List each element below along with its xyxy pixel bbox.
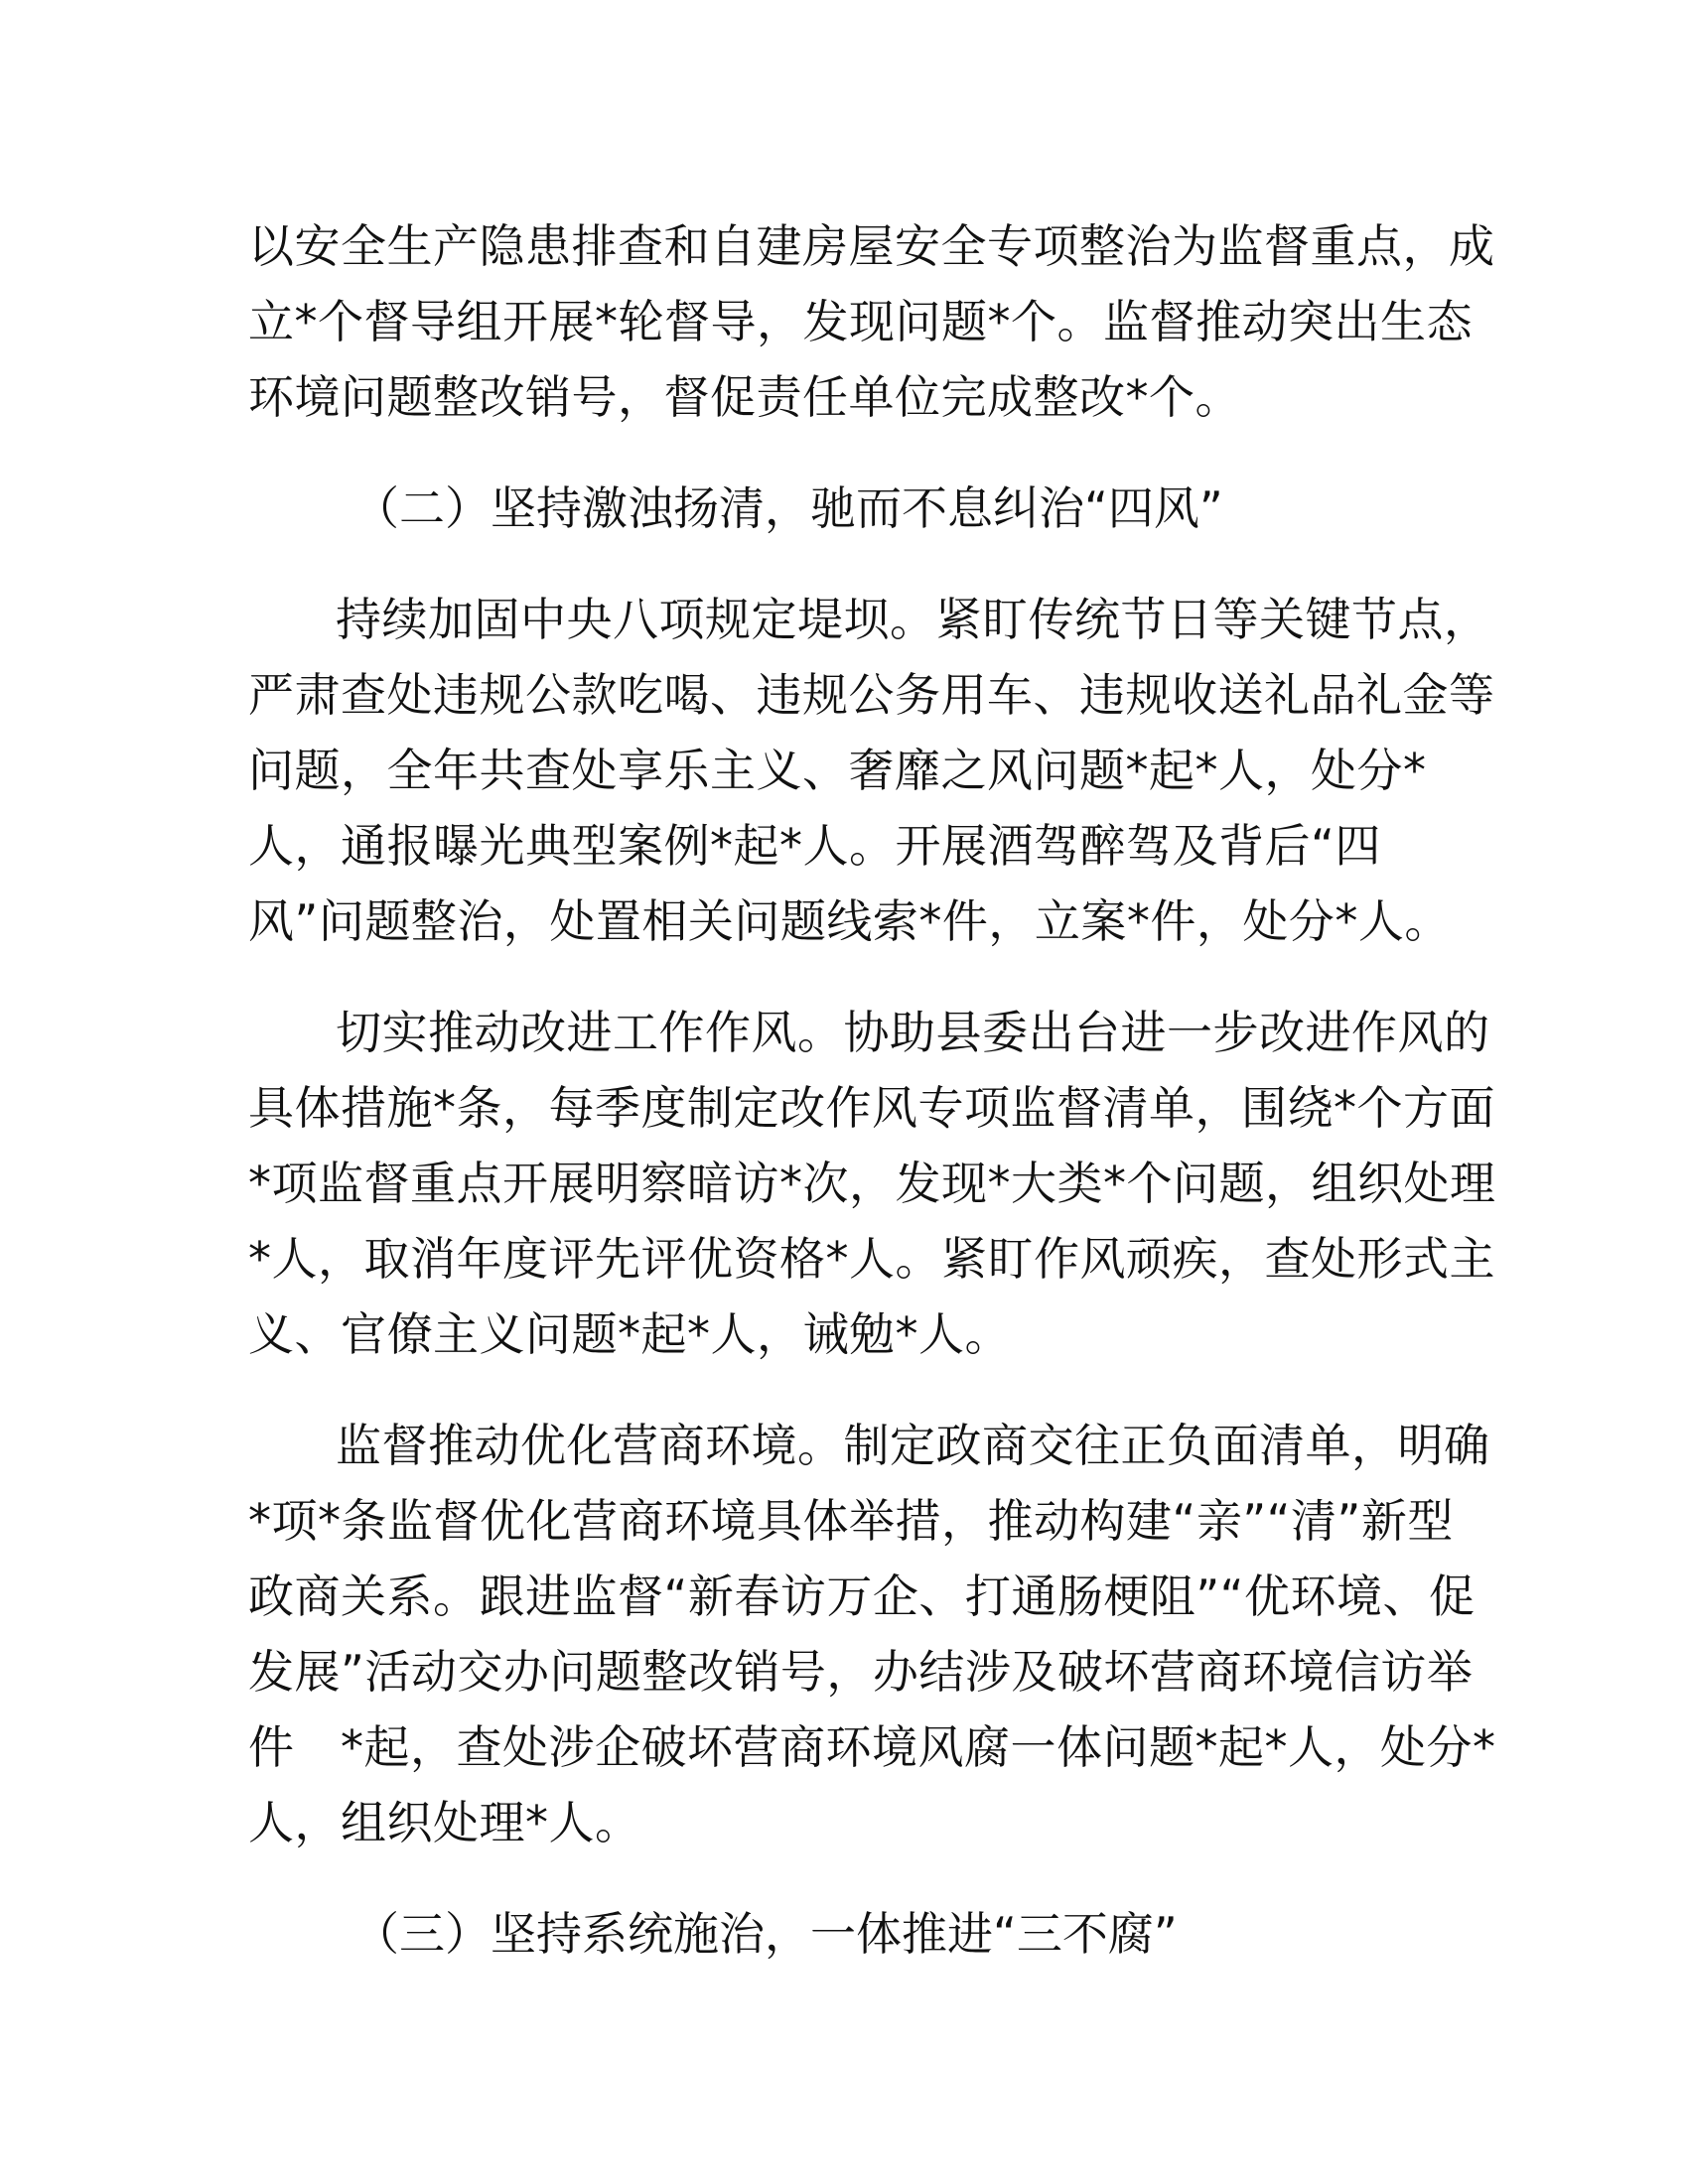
- text-line: 件 *起，查处涉企破坏营商环境风腐一体问题*起*人，处分*: [248, 1720, 1496, 1774]
- text-line: 发展”活动交办问题整改销号，办结涉及破坏营商环境信访举: [248, 1645, 1474, 1699]
- text-line: 政商关系。跟进监督“新春访万企、打通肠梗阻”“优环境、促: [248, 1570, 1476, 1623]
- text-line: *人，取消年度评先评优资格*人。紧盯作风顽疾，查处形式主: [248, 1232, 1495, 1286]
- text-line: 人，通报曝光典型案例*起*人。开展酒驾醉驾及背后“四: [248, 819, 1381, 873]
- section-heading-three: （三）坚持系统施治，一体推进“三不腐”: [353, 1907, 1178, 1961]
- text-line: 义、官僚主义问题*起*人，诫勉*人。: [248, 1307, 1011, 1361]
- text-line: 风”问题整治，处置相关问题线索*件，立案*件，处分*人。: [248, 894, 1451, 948]
- text-line: 人，组织处理*人。: [248, 1796, 641, 1849]
- text-line: 具体措施*条，每季度制定改作风专项监督清单，围绕*个方面: [248, 1081, 1495, 1135]
- text-line: 环境问题整改销号，督促责任单位完成整改*个。: [248, 370, 1241, 424]
- section-heading-two: （二）坚持激浊扬清，驰而不息纠治“四风”: [353, 481, 1223, 535]
- paragraph-work-style: [248, 995, 1496, 1372]
- text-line: 立*个督导组开展*轮督导，发现问题*个。监督推动突出生态: [248, 295, 1473, 348]
- paragraph-eight-rules: [248, 582, 1495, 959]
- text-line: 严肃查处违规公款吃喝、违规公务用车、违规收送礼品礼金等: [248, 668, 1495, 722]
- text-line: 问题，全年共查处享乐主义、奢靡之风问题*起*人，处分*: [248, 744, 1427, 797]
- text-line: 切实推动改进工作作风。协助县委出台进一步改进作风的: [336, 1006, 1490, 1059]
- paragraph-business-environment: [248, 1408, 1496, 1860]
- text-line: 监督推动优化营商环境。制定政商交往正负面清单，明确: [336, 1419, 1490, 1472]
- paragraph-safety-supervision: [248, 208, 1495, 435]
- text-line: *项监督重点开展明察暗访*次，发现*大类*个问题，组织处理: [248, 1157, 1496, 1210]
- text-line: *项*条监督优化营商环境具体举措，推动构建“亲”“清”新型: [248, 1494, 1454, 1548]
- document-body: [248, 208, 1496, 2007]
- text-line: 以安全生产隐患排查和自建房屋安全专项整治为监督重点，成: [248, 219, 1495, 273]
- text-line: 持续加固中央八项规定堤坝。紧盯传统节日等关键节点，: [336, 593, 1490, 646]
